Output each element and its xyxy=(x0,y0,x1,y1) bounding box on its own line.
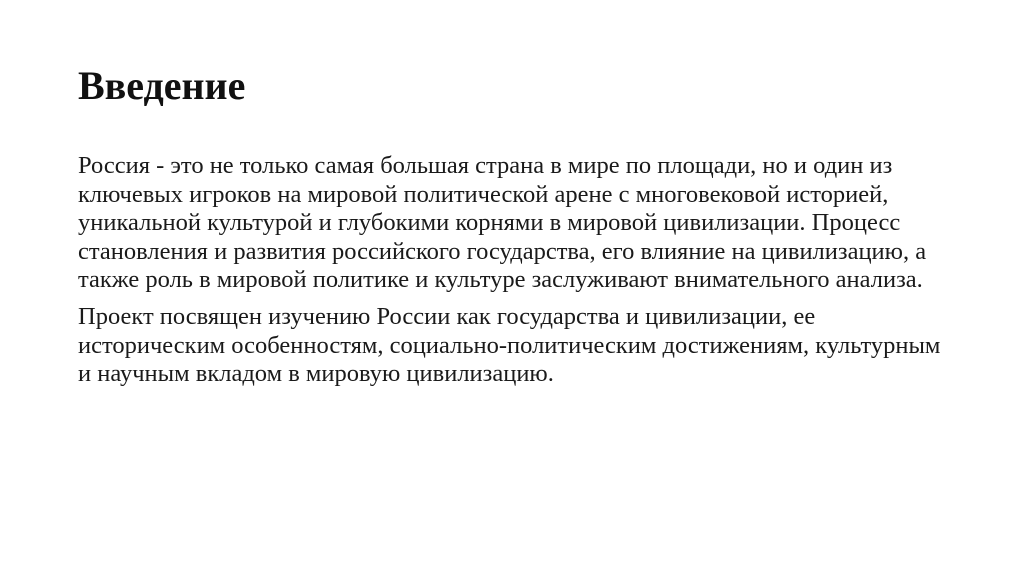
slide-title: Введение xyxy=(78,63,246,108)
slide-body xyxy=(78,152,958,397)
body-paragraph-1: Россия - это не только самая большая страна в мире по площади, но и один из ключевых игроков на мировой политической арене с многовековой историей, уникальной культурой и глубокими корнями в мировой цивилизации. Процесс становления и развития российского государства, его влияние на цивилизацию, а также роль в мировой политике и культуре заслуживают внимательного анализа. xyxy=(78,152,927,294)
body-paragraph-2: Проект посвящен изучению России как государства и цивилизации, ее историческим особенностям, социально-политическим достижениям, культурным и научным вкладом в мировую цивилизацию. xyxy=(78,302,941,388)
